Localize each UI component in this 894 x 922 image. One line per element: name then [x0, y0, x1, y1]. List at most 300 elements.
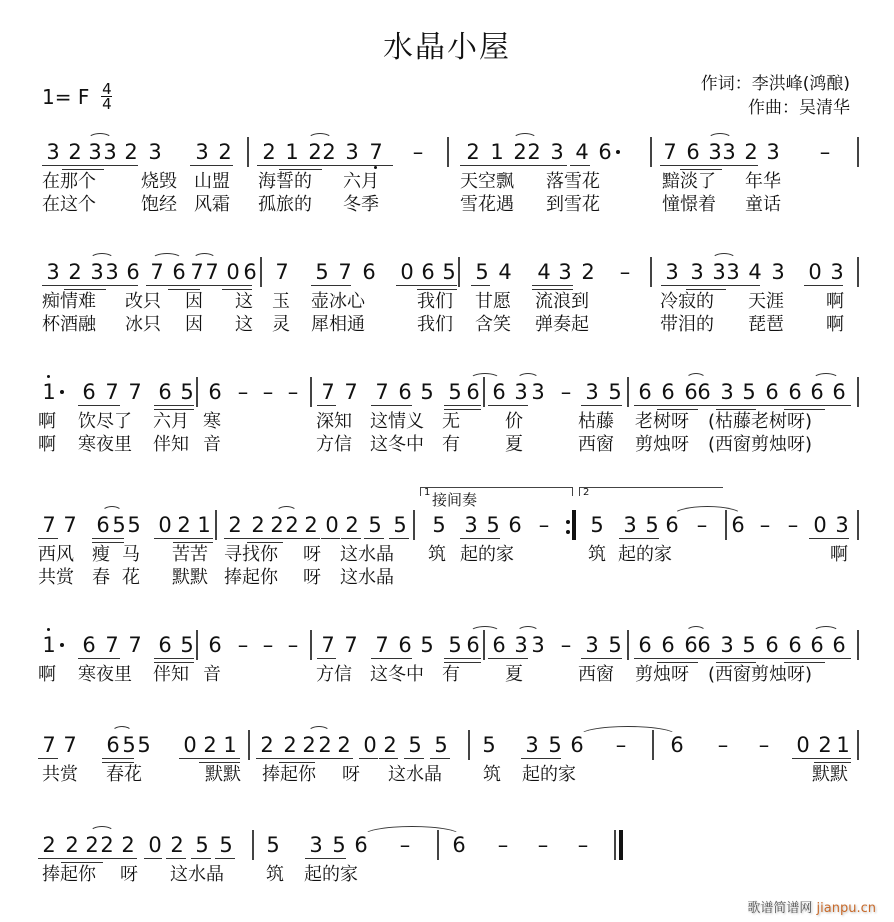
lyric-verse-1: 苦苦 [172, 544, 208, 565]
note: 3 [46, 140, 60, 164]
note: 1 [285, 140, 299, 164]
note: 6 [598, 141, 612, 163]
barline [260, 257, 262, 287]
key-text: 1= F [42, 84, 90, 109]
note: 6 [126, 260, 140, 284]
lyric-verse-1: 啊 [830, 544, 848, 565]
augmentation-dot [60, 390, 64, 394]
slur-tie [112, 726, 132, 738]
lyric-verse-1: 天空飘 [460, 171, 514, 192]
note: 6 [765, 633, 779, 657]
note: 5 [448, 633, 462, 657]
dash: – [262, 380, 274, 404]
note: 2 [466, 140, 480, 164]
slur-tie [308, 726, 330, 738]
slur-tie [813, 373, 839, 385]
note: 3 [766, 140, 780, 164]
note: 2 [302, 733, 316, 757]
lyric-verse-1: 有 [442, 664, 460, 685]
beam-underline [389, 538, 409, 539]
beam-underline [173, 542, 213, 543]
note: 3 [103, 140, 117, 164]
lyricist: 李洪峰(鸿酿) [751, 74, 850, 94]
note: 3 [514, 380, 528, 404]
note: 5 [434, 733, 448, 757]
note: 6 [665, 513, 679, 537]
slur-tie [712, 253, 736, 265]
barline [627, 630, 629, 660]
lyric-verse-1: 壶冰心 [311, 291, 365, 312]
note: 6 [158, 633, 172, 657]
note: 2 [308, 140, 322, 164]
note: 3 [105, 260, 119, 284]
beam-underline [804, 285, 843, 286]
lyric-verse-1: 起的家 [618, 544, 672, 565]
lyric-verse-2: 啊 [826, 314, 844, 335]
beam-underline [78, 405, 120, 406]
note: 1 [490, 140, 504, 164]
note: 5 [420, 380, 434, 404]
note: 6 [158, 380, 172, 404]
note: 1 [223, 733, 237, 757]
key-signature [42, 82, 112, 111]
note: 3 [835, 513, 849, 537]
note: 6 [684, 380, 698, 404]
lyric-verse-2: (西窗剪烛呀) [708, 434, 813, 455]
note: 2 [203, 733, 217, 757]
beam-underline [38, 858, 137, 859]
lyric-verse-1: 流浪到 [535, 291, 589, 312]
lyric-verse-1: 起的家 [460, 544, 514, 565]
beam-underline [570, 165, 590, 166]
note: 2 [170, 833, 184, 857]
lyric-verse-1: 冷寂的 [660, 291, 714, 312]
beam-underline [364, 538, 384, 539]
repeat-dot [566, 530, 570, 534]
beam-underline [305, 858, 346, 859]
note: 0 [148, 833, 162, 857]
note: 5 [393, 513, 407, 537]
note: 2 [228, 513, 242, 537]
volta-bracket-2 [579, 487, 723, 496]
slur-tie [686, 373, 706, 385]
note: 5 [195, 833, 209, 857]
composer-line [701, 96, 850, 120]
note: 5 [112, 513, 126, 537]
note: 3 [585, 380, 599, 404]
credits [701, 72, 850, 120]
barline [413, 510, 415, 540]
slur-tie [193, 253, 216, 265]
barline [437, 830, 439, 860]
slur-tie [90, 253, 114, 265]
note: 6 [208, 633, 222, 657]
lyric-verse-2: 弹奏起 [535, 314, 589, 335]
barline [483, 377, 485, 407]
beam-underline [341, 538, 361, 539]
note: 6 [638, 380, 652, 404]
beam-underline [814, 762, 851, 763]
beam-underline [371, 658, 412, 659]
lyric-verse-2: 有 [442, 434, 460, 455]
lyric-verse-2: 呀 [303, 567, 321, 588]
beam-underline [64, 289, 106, 290]
repeat-barline [572, 510, 576, 540]
beam-underline [317, 658, 336, 659]
beam-underline [460, 538, 500, 539]
final-barline-thick [619, 830, 623, 860]
note: 5 [432, 513, 446, 537]
augmentation-dot [616, 150, 620, 154]
note: 7 [128, 633, 142, 657]
lyric-verse-1: 因 [185, 291, 203, 312]
beam-underline [154, 405, 194, 406]
note: 3 [690, 260, 704, 284]
barline [447, 137, 449, 167]
lyric-verse-2: 花 [122, 567, 140, 588]
barline [857, 730, 859, 760]
beam-underline [634, 405, 851, 406]
note: 3 [665, 260, 679, 284]
slur-tie [102, 506, 122, 518]
note: 4 [498, 260, 512, 284]
beam-underline [581, 405, 622, 406]
beam-underline [488, 658, 528, 659]
note: 6 [570, 733, 584, 757]
note: 7 [42, 733, 56, 757]
note: 5 [368, 513, 382, 537]
lyric-verse-1: 这水晶 [340, 544, 394, 565]
note: 6 [452, 833, 466, 857]
lyric-verse-1: 六月 [153, 411, 189, 432]
note: 3 [708, 140, 722, 164]
slur-tie [708, 133, 732, 145]
slur-tie [813, 626, 839, 638]
note: 2 [744, 140, 758, 164]
lyric-verse-1: 山盟 [194, 171, 230, 192]
slur-tie [686, 626, 706, 638]
dash: – [560, 380, 572, 404]
low-octave-dot [374, 166, 377, 169]
note: 6 [731, 513, 745, 537]
dash: – [237, 380, 249, 404]
note: 2 [527, 140, 541, 164]
note: 0 [183, 733, 197, 757]
note: 7 [190, 260, 204, 284]
lyric-verse-1: 年华 [745, 171, 781, 192]
beam-underline [404, 758, 424, 759]
dash: – [497, 833, 509, 857]
note: 3 [720, 380, 734, 404]
beam-underline [166, 858, 186, 859]
note: 3 [345, 140, 359, 164]
beam-underline [488, 405, 528, 406]
dash: – [412, 140, 424, 164]
dash: – [399, 833, 411, 857]
beam-underline [686, 289, 726, 290]
note: 7 [275, 260, 289, 284]
note: 3 [771, 260, 785, 284]
lyric-verse-1: 落雪花 [546, 171, 600, 192]
barline [310, 377, 312, 407]
barline [725, 510, 727, 540]
note: 2 [68, 260, 82, 284]
note: 6 [788, 633, 802, 657]
slur-tie [276, 506, 297, 518]
lyric-verse-1: 春花 [106, 764, 142, 785]
beam-underline [279, 169, 322, 170]
beam-underline [379, 758, 398, 759]
lyric-verse-1: 天涯 [748, 291, 784, 312]
note: 6 [106, 733, 120, 757]
note: 3 [514, 633, 528, 657]
dash: – [758, 733, 770, 757]
beam-underline [784, 409, 825, 410]
high-octave-dot [47, 628, 50, 631]
repeat-dot [566, 520, 570, 524]
beam-underline [581, 658, 622, 659]
note: 1 [836, 733, 850, 757]
lyric-verse-1: 默默 [812, 764, 848, 785]
note: 2 [85, 833, 99, 857]
lyric-verse-1: 这水晶 [388, 764, 442, 785]
high-octave-dot [47, 375, 50, 378]
note: 5 [137, 733, 151, 757]
note: 7 [42, 513, 56, 537]
beam-underline [199, 762, 240, 763]
note: 6 [684, 633, 698, 657]
note: 7 [128, 380, 142, 404]
note: 6 [508, 513, 522, 537]
note: 2 [100, 833, 114, 857]
slur-tie [672, 506, 743, 526]
lyric-verse-1: 筑 [483, 764, 501, 785]
note: 5 [548, 733, 562, 757]
note: 6 [638, 633, 652, 657]
beam-underline [154, 409, 194, 410]
barline [248, 730, 250, 760]
lyric-verse-1: 我们 [417, 291, 453, 312]
lyric-verse-2: 捧起你 [224, 567, 278, 588]
lyric-verse-2: 到雪花 [546, 194, 600, 215]
note: 7 [375, 633, 389, 657]
time-signature [101, 82, 112, 111]
lyric-verse-2: 默默 [172, 567, 208, 588]
lyric-verse-2: 西窗 [578, 434, 614, 455]
note: 6 [172, 260, 186, 284]
note: 3 [722, 140, 736, 164]
barline [310, 630, 312, 660]
note: 0 [363, 733, 377, 757]
note: 7 [105, 380, 119, 404]
note: 2 [383, 733, 397, 757]
lyric-verse-1: 甘愿 [475, 291, 511, 312]
beam-underline [42, 285, 138, 286]
slur-tie [308, 133, 332, 145]
beam-underline [222, 289, 252, 290]
note: 3 [531, 633, 545, 657]
slur-tie [470, 373, 500, 385]
final-barline-thin [614, 830, 616, 860]
lyric-verse-1: 捧起你 [262, 764, 316, 785]
lyric-verse-1: 寒夜里 [78, 664, 132, 685]
note: 2 [818, 733, 832, 757]
barline [196, 630, 198, 660]
note: 5 [742, 380, 756, 404]
dash: – [237, 633, 249, 657]
lyric-verse-1: 起的家 [522, 764, 576, 785]
lyric-verse-1: 枯藤 [578, 411, 614, 432]
lyric-verse-2: 冰只 [125, 314, 161, 335]
lyric-verse-1: 在那个 [42, 171, 96, 192]
beam-underline [92, 538, 124, 539]
note: 5 [127, 513, 141, 537]
beam-underline [444, 405, 481, 406]
note: 6 [82, 633, 96, 657]
beam-underline [371, 405, 412, 406]
lyric-verse-2: 音 [203, 434, 221, 455]
lyric-verse-2: 这水晶 [340, 567, 394, 588]
note: 2 [262, 140, 276, 164]
note: 0 [796, 733, 810, 757]
lyric-verse-1: 方信 [316, 664, 352, 685]
note: 3 [148, 140, 162, 164]
note: 7 [344, 380, 358, 404]
beam-underline [444, 662, 481, 663]
dash: – [696, 513, 708, 537]
note: 7 [321, 380, 335, 404]
lyric-verse-1: 默默 [205, 764, 241, 785]
lyric-verse-2: 含笑 [475, 314, 511, 335]
note: 5 [408, 733, 422, 757]
note: 7 [150, 260, 164, 284]
note: 6 [810, 380, 824, 404]
lyric-verse-2: 我们 [417, 314, 453, 335]
beam-underline [657, 409, 698, 410]
barline [857, 257, 859, 287]
note: 3 [720, 633, 734, 657]
lyric-verse-2: 剪烛呀 [635, 434, 689, 455]
lyric-verse-1: (枯藤老树呀) [708, 411, 813, 432]
lyric-verse-1: 筑 [266, 864, 284, 885]
note: 6 [82, 380, 96, 404]
lyric-verse-1: 剪烛呀 [635, 664, 689, 685]
note: 6 [686, 140, 700, 164]
beam-underline [660, 165, 758, 166]
beam-underline [716, 662, 756, 663]
beam-underline [430, 758, 450, 759]
time-signature-top: 4 [102, 80, 112, 98]
beam-underline [321, 538, 340, 539]
note: 0 [325, 513, 339, 537]
watermark-text: 歌谱简谱网 [747, 901, 813, 916]
note: 2 [124, 140, 138, 164]
lyric-verse-2: 这 [235, 314, 253, 335]
note: 6 [697, 380, 711, 404]
dash: – [619, 260, 631, 284]
note: 2 [318, 733, 332, 757]
beam-underline [42, 165, 138, 166]
note: 5 [590, 513, 604, 537]
watermark [747, 897, 876, 916]
lyric-verse-1: 烧毁 [141, 171, 177, 192]
lyric-verse-1: 老树呀 [635, 411, 689, 432]
note: 2 [260, 733, 274, 757]
dash: – [615, 733, 627, 757]
lyric-verse-1: 呀 [303, 544, 321, 565]
lyric-verse-1: 这情义 [370, 411, 424, 432]
lyric-verse-2: 啊 [38, 434, 56, 455]
note: 7 [338, 260, 352, 284]
lyric-verse-2: 这冬中 [370, 434, 424, 455]
note: 7 [663, 140, 677, 164]
beam-underline [471, 285, 490, 286]
note: 0 [400, 260, 414, 284]
lyric-verse-2: 饱经 [141, 194, 177, 215]
lyric-verse-1: 西风 [38, 544, 74, 565]
note: 2 [251, 513, 265, 537]
note: 2 [337, 733, 351, 757]
composer-label: 作曲： [748, 98, 799, 118]
beam-underline [78, 658, 120, 659]
note: 6 [670, 733, 684, 757]
note: 2 [270, 513, 284, 537]
note: 7 [321, 633, 335, 657]
note: 2 [513, 140, 527, 164]
beam-underline [634, 658, 851, 659]
barline [650, 257, 652, 287]
lyric-verse-2: 杯酒融 [42, 314, 96, 335]
lyric-verse-2: 共赏 [38, 567, 74, 588]
note: 7 [375, 380, 389, 404]
beam-underline [190, 165, 233, 166]
lyric-verse-1: 改只 [125, 291, 161, 312]
beam-underline [154, 538, 213, 539]
note: 3 [558, 260, 572, 284]
lyric-verse-1: 马 [122, 544, 140, 565]
note: 4 [748, 260, 762, 284]
note: 3 [726, 260, 740, 284]
note: 5 [315, 260, 329, 284]
dash: – [287, 633, 299, 657]
barline [252, 830, 254, 860]
dash: – [577, 833, 589, 857]
beam-underline [532, 285, 573, 286]
lyric-verse-2: 孤旅的 [258, 194, 312, 215]
lyric-verse-1: 伴知 [153, 664, 189, 685]
note: 0 [226, 260, 240, 284]
note: 3 [46, 260, 60, 284]
slur-tie [578, 726, 678, 746]
note: 5 [486, 513, 500, 537]
beam-underline [62, 169, 104, 170]
beam-underline [792, 758, 851, 759]
beam-underline [102, 762, 134, 763]
barline [196, 377, 198, 407]
dash: – [787, 513, 799, 537]
beam-underline [784, 662, 825, 663]
beam-underline [144, 858, 162, 859]
lyric-verse-1: 呀 [342, 764, 360, 785]
barline [857, 377, 859, 407]
note: 3 [830, 260, 844, 284]
lyric-verse-1: 西窗 [578, 664, 614, 685]
note: 3 [464, 513, 478, 537]
lyric-verse-2: 风霜 [194, 194, 230, 215]
note: 5 [608, 380, 622, 404]
barline [215, 510, 217, 540]
lyric-verse-1: 寒 [203, 411, 221, 432]
